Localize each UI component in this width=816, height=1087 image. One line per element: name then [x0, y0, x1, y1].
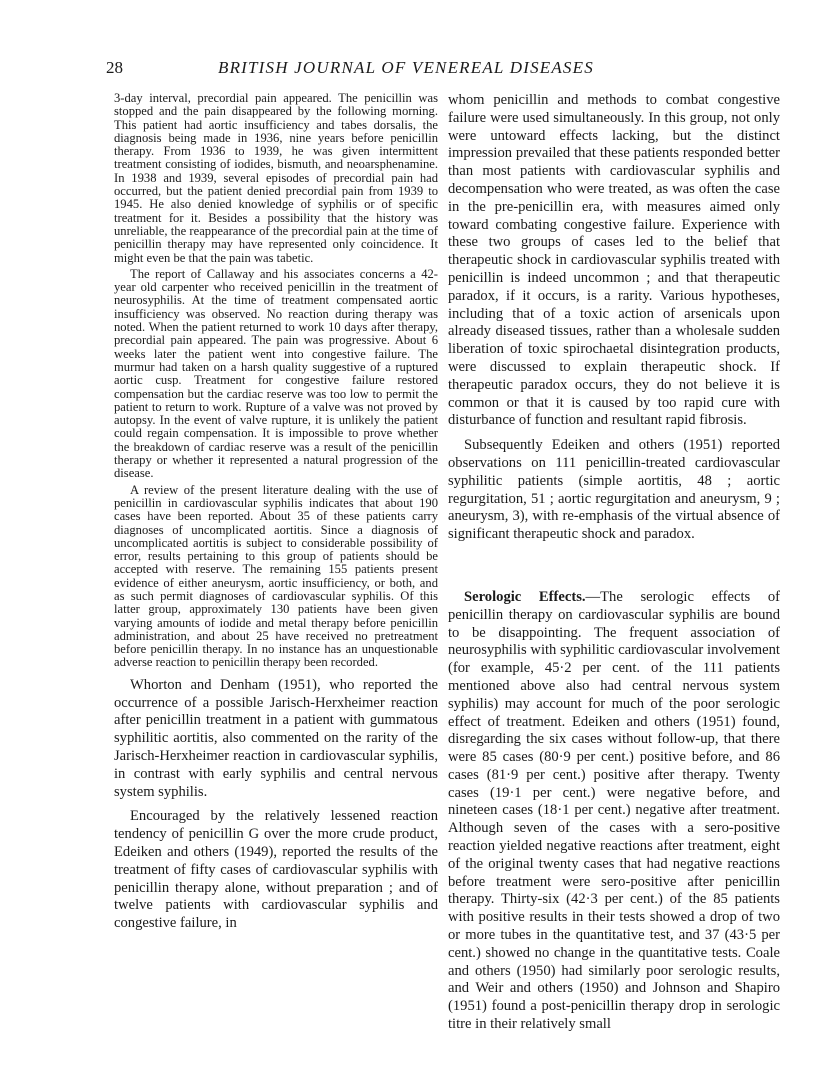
paragraph-callaway-report: The report of Callaway and his associates concerns a 42-year old carpenter who received penicillin in the treatment of neurosyphilis. At the time of treatment compensated aortic insufficiency was observed. No reaction during therapy was noted. When the patient returned to work 10 days after therapy, precordial pain appeared. The pain was progressive. About 6 weeks later the patient went into congestive failure. The murmur had taken on a harsh quality suggestive of a ruptured aortic cusp. Treatment for congestive failure restored compensation but the cardiac reserve was too low to permit the patient to return to work. Rupture of a valve was not proved by autopsy. In the event of valve rupture, it is unlikely the patient could regain compensation. It is impossible to prove whether the breakdown of cardiac reserve was a result of the penicillin therapy or whether it represented a natural progression of the disease. — [114, 266, 438, 481]
serologic-effects-text: —The serologic effects of penicillin therapy on cardiovascular syphilis are bound to be disappointing. The frequent association of neurosyphilis with syphilitic cardiovascular involvement (for example, 45·2 per cent. of the 111 patients mentioned above also had central nervous system syphilis) may account for much of the poor serologic effect of treatment. Edeiken and others (1951) found, disregarding the six cases without follow-up, that there were 85 cases (80·9 per cent.) positive before, and 86 cases (81·9 per cent.) positive after therapy. Twenty cases (19·1 per cent.) were negative before, and nineteen cases (18·1 per cent.) negative after treatment. Although seven of the cases with a sero-positive reaction yielded negative reactions after treatment, eight of the original twenty cases that had negative reactions before treatment were sero-positive after penicillin therapy. Thirty-six (42·3 per cent.) of the 85 patients with positive results in their tests showed a drop of two or more tubes in the quantitative test, and 37 (43·5 per cent.) showed no change in the quantitative tests. Coale and others (1950) had similarly poor serologic results, and Weir and others (1950) and Johnson and Shapiro (1951) found a post-penicillin therapy drop in serologic titre in their relatively small — [448, 588, 780, 1033]
paragraph-case-continuation: 3-day interval, precordial pain appeared. The penicillin was stopped and the pain disappeared by the following morning. This patient had aortic insufficiency and tabes dorsalis, the diagnosis being made in 1936, nine years before penicillin therapy. From 1936 to 1939, he was given intermittent treatment consisting of iodides, bismuth, and neoarsphenamine. In 1938 and 1939, several episodes of precordial pain had occurred, but the patient denied precordial pain from 1939 to 1945. He also denied knowledge of syphilis or of specific treatment for it. Besides a possibility that the history was unreliable, the reappearance of the precordial pain at the time of penicillin therapy may have represented only coincidence. It might even be that the pain was tabetic. — [114, 91, 438, 265]
journal-title: BRITISH JOURNAL OF VENEREAL DISEASES — [218, 58, 594, 77]
paragraph-congestive-failure-continuation: whom penicillin and methods to combat congestive failure were used simultaneously. In this group, not only were untoward effects lacking, but the distinct impression prevailed that these patients responded better than most patients with cardiovascular syphilis and decompensation who were treated, as was often the case in the pre-penicillin era, with measures aimed only toward combating congestive failure. Experience with these two groups of cases led to the belief that therapeutic shock in cardiovascular syphilis treated with penicillin is indeed uncommon ; and that therapeutic paradox, if it occurs, is a rarity. Various hypotheses, including that of a toxic action of arsenicals upon already diseased tissues, rather than a wholesale sudden liberation of toxic spirochaetal disintegration products, were discussed to explain therapeutic shock. If therapeutic paradox occurs, they do not believe it is common or that it is caused by too rapid cure with disturbance of function and resultant rapid fibrosis. — [448, 92, 780, 429]
paragraph-literature-review: A review of the present literature dealing with the use of penicillin in cardiovascular syphilis indicates that about 190 cases have been reported. About 35 of these patients carry diagnoses of uncomplicated aortitis. Since a diagnosis of uncomplicated aortitis is subject to considerable possibility of error, results pertaining to this group of patients should be accepted with reserve. The remaining 155 patients present evidence of either aneurysm, aortic insufficiency, or both, and as such permit diagnoses of cardiovascular syphilis. Of this latter group, approximately 130 patients have been given varying amounts of iodide and metal therapy before penicillin administration, and about 25 have received no pretreatment before penicillin therapy. In no instance has an unquestionable adverse reaction to penicillin therapy been recorded. — [114, 482, 438, 670]
left-column — [114, 92, 438, 933]
paragraph-whorton-denham: Whorton and Denham (1951), who reported the occurrence of a possible Jarisch-Herxheimer reaction after penicillin treatment in a patient with gummatous syphilitic aortitis, also commented on the rarity of the Jarisch-Herxheimer reaction in cardiovascular syphilis, in contrast with early syphilis and central nervous system syphilis. — [114, 676, 438, 800]
paragraph-edeiken-1949: Encouraged by the relatively lessened reaction tendency of penicillin G over the more crude product, Edeiken and others (1949), reported the results of the treatment of fifty cases of cardiovascular syphilis with penicillin therapy alone, without preparation ; and of twelve patients with cardiovascular syphilis and congestive failure, in — [114, 808, 438, 932]
paragraph-serologic-effects — [448, 589, 780, 1034]
right-column — [448, 92, 780, 1034]
paragraph-edeiken-1951: Subsequently Edeiken and others (1951) reported observations on 111 penicillin-treated cardiovascular syphilitic patients (simple aortitis, 48 ; aortic regurgitation, 51 ; aortic regurgitation and aneurysm, 9 ; aneurysm, 3), with re-emphasis of the virtual absence of significant therapeutic shock and paradox. — [448, 437, 780, 543]
section-heading-serologic-effects: Serologic Effects. — [464, 588, 586, 605]
page-number: 28 — [106, 58, 123, 77]
page-header — [106, 58, 720, 82]
